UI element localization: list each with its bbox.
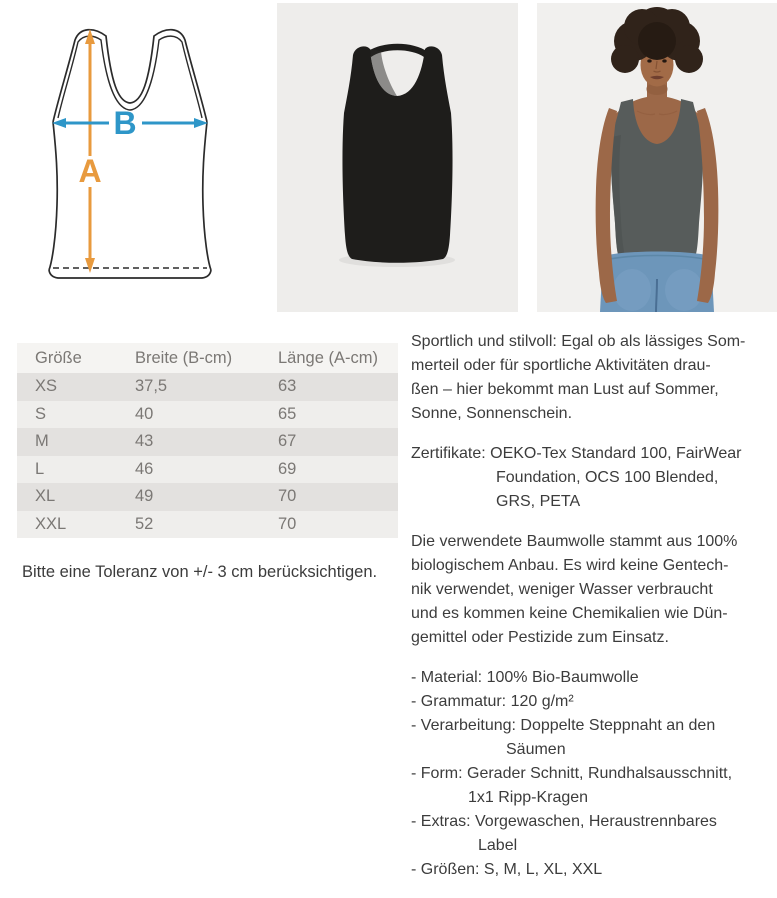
length-arrow-icon [78, 29, 101, 273]
tank-outline-drawing [30, 10, 250, 300]
product-photo-model [537, 3, 777, 312]
model-wearing-tank-image [537, 3, 777, 312]
cell-size: XXL [35, 514, 67, 533]
cell-laenge: 67 [278, 432, 297, 451]
header-breite: Breite (B-cm) [135, 348, 233, 367]
spec-grammatur: - Grammatur: 120 g/m² [411, 693, 574, 710]
header-groesse: Größe [35, 348, 82, 367]
cell-laenge: 70 [278, 487, 297, 506]
cell-size: XS [35, 377, 58, 396]
product-photo-flat [277, 3, 518, 312]
width-label: B [113, 105, 137, 141]
table-row [17, 401, 398, 429]
cell-size: M [35, 432, 49, 451]
length-label: A [78, 153, 102, 189]
cell-breite: 43 [135, 432, 154, 451]
product-description [411, 330, 777, 898]
cell-breite: 49 [135, 487, 154, 506]
table-row [17, 428, 398, 456]
size-table [17, 343, 398, 538]
certificates-paragraph: Zertifikate: OEKO-Tex Standard 100, FairWear Foundation, OCS 100 Blended, GRS, PETA [411, 445, 742, 510]
cell-laenge: 70 [278, 514, 297, 533]
cell-size: S [35, 404, 47, 423]
width-arrow-icon [52, 105, 208, 141]
cell-breite: 46 [135, 459, 154, 478]
cell-breite: 52 [135, 514, 154, 533]
intro-paragraph: Sportlich und stilvoll: Egal ob als lässiges Som- merteil oder für sportliche Aktivitäten drau- ßen – hier bekommt man Lust auf Sommer, Sonne, Sonnenschein. [411, 333, 746, 422]
header-laenge: Länge (A-cm) [278, 348, 378, 367]
spec-groessen: - Größen: S, M, L, XL, XXL [411, 861, 603, 878]
spec-extras: - Extras: Vorgewaschen, Heraustrennbares [411, 813, 717, 830]
cell-breite: 37,5 [135, 377, 168, 396]
spec-form: - Form: Gerader Schnitt, Rundhalsausschnitt, [411, 765, 733, 782]
spec-verarbeitung: - Verarbeitung: Doppelte Steppnaht an den [411, 717, 716, 734]
black-tank-top-image [277, 3, 518, 312]
tolerance-note: Bitte eine Toleranz von +/- 3 cm berücksichtigen. [22, 563, 378, 581]
size-table-header [17, 343, 398, 373]
cell-laenge: 63 [278, 377, 297, 396]
cell-size: XL [35, 487, 56, 506]
hem-line [49, 270, 211, 278]
cell-laenge: 65 [278, 404, 297, 423]
table-row [17, 456, 398, 484]
table-row [17, 483, 398, 511]
cell-laenge: 69 [278, 459, 297, 478]
cell-breite: 40 [135, 404, 154, 423]
specs-list: - Material: 100% Bio-Baumwolle - Grammatur: 120 g/m² - Verarbeitung: Doppelte Steppnaht an den Säumen - Form: Gerader Schnitt, Rundhalsausschnitt, 1x1 Ripp-Kragen - Extras: Vorgewaschen, Heraustrennbares Label - Größen: S, M, L, XL, XXL [411, 666, 777, 882]
table-row [17, 511, 398, 539]
cell-size: L [35, 459, 45, 478]
spec-material: - Material: 100% Bio-Baumwolle [411, 669, 639, 686]
table-row [17, 373, 398, 401]
cotton-paragraph: Die verwendete Baumwolle stammt aus 100% biologischem Anbau. Es wird keine Gentech- nik verwendet, weniger Wasser verbraucht und es kommen keine Chemikalien wie Dün- gemittel oder Pestizide zum Einsatz. [411, 533, 738, 646]
jeans [600, 252, 714, 313]
size-diagram [30, 10, 250, 300]
